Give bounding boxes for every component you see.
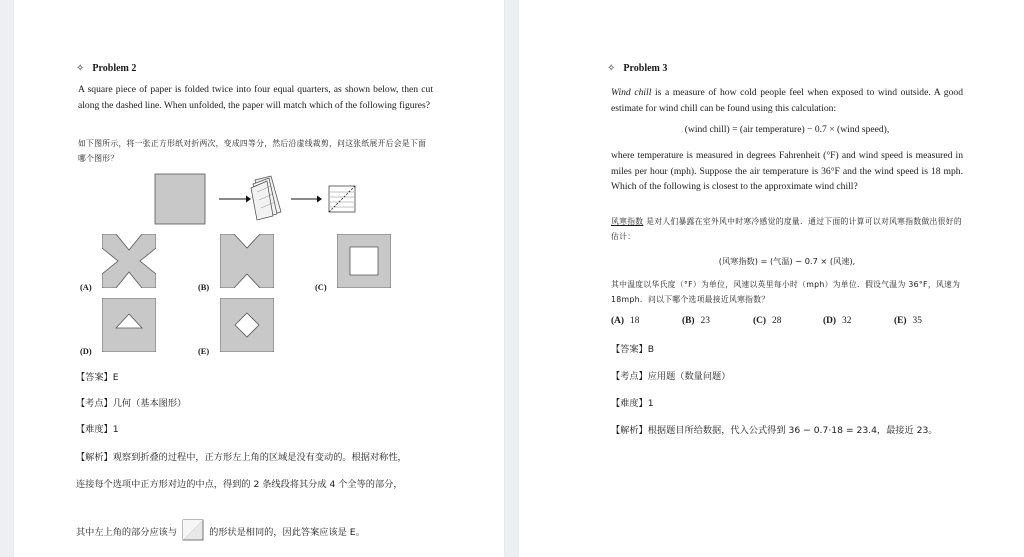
choice-e-label: (E) [894,316,907,326]
problem-2-analysis-line-1: 【解析】观察到折叠的过程中，正方形左上角的区域是没有变动的。根据对称性， [76,452,407,463]
intro-en-text: is a measure of how cold people feel when exposed to wind outside. A good estimate for wind chill can be found using this calculation: [611,87,963,114]
formula-zh: (风寒指数) = (气温) − 0.7 × (风速), [718,256,856,266]
choice-a [611,316,639,326]
option-a-label: (A) [80,283,92,292]
problem-2-title: Problem 2 [92,63,137,74]
term-wind-chill: Wind chill [611,87,652,98]
problem-3-body-zh: 其中温度以华氏度（°F）为单位，风速以英里每小时（mph）为单位．假设气温为 36°F，风速为 18mph．问以下哪个选项最接近风寒指数？ [611,280,961,304]
option-e-label: (E) [198,347,210,356]
option-d-figure [102,298,156,352]
intro-zh-text: 是对人们暴露在室外风中时寒冷感觉的度量．通过下面的计算可以对风寒指数做出很好的估计： [611,217,962,241]
choice-e [894,316,922,326]
folding-sequence-figure [149,172,364,228]
problem-2-text-en: A square piece of paper is folded twice into four equal quarters, as shown below, then cut along the dashed line. When unfolded, the paper will match which of the following figures? [78,84,433,111]
document-page-right [519,0,1024,557]
term-wind-chill-zh: 风寒指数 [611,217,644,226]
diamond-icon: ✧ [607,63,616,74]
problem-3-difficulty: 【难度】1 [611,398,654,409]
problem-3-body-en: where temperature is measured in degrees Fahrenheit (°F) and wind speed is measured in miles per hour (mph). Suppose the air temperature is 36°F and the wind speed is 18 mph. Which of the following is closest to the approximate wind chill? [611,150,963,193]
option-d-label: (D) [80,347,92,356]
choice-e-value: 35 [912,316,922,326]
problem-2-analysis-line-3 [76,519,365,544]
folded-quarter-icon [182,519,204,541]
choice-c-value: 28 [772,316,782,326]
problem-3-topic: 【考点】应用题（数量问题） [611,371,731,382]
problem-3-intro-zh [611,214,963,244]
option-c-figure [337,234,391,288]
problem-2-heading [76,63,136,74]
option-b-figure [220,234,274,288]
choice-b-value: 23 [700,316,710,326]
problem-2-topic: 【考点】几何（基本图形） [76,398,187,409]
problem-3-answer: 【答案】B [611,344,655,355]
problem-3-title: Problem 3 [623,63,668,74]
analysis-text-before: 其中左上角的部分应该与 [76,527,178,538]
problem-2-answer: 【答案】E [76,372,119,383]
choice-b [682,316,710,326]
choice-a-value: 18 [630,316,640,326]
choice-a-label: (A) [611,316,625,326]
formula-en: (wind chill) = (air temperature) − 0.7 × (wind speed), [684,124,890,135]
problem-3-analysis: 【解析】根据题目所给数据，代入公式得到 36 − 0.7·18 = 23.4，最接近 23。 [611,425,938,436]
option-b-label: (B) [198,283,210,292]
problem-3-heading [607,63,667,74]
choice-b-label: (B) [682,316,695,326]
option-a-figure [102,234,156,288]
analysis-text-after: 的形状是相同的，因此答案应该是 E。 [209,527,365,538]
problem-2-text-zh: 如下图所示，将一张正方形纸对折两次，变成四等分，然后沿虚线裁剪，问这张纸展开后会是下面哪个图形？ [78,139,427,163]
choice-c-label: (C) [753,316,767,326]
problem-3-intro-en [611,85,963,116]
diamond-icon: ✧ [76,63,85,74]
choice-d [823,316,851,326]
document-page-left [14,0,504,557]
choice-d-label: (D) [823,316,837,326]
choice-c [753,316,781,326]
option-e-figure [220,298,274,352]
option-c-label: (C) [315,283,327,292]
problem-2-analysis-line-2: 连接每个选项中正方形对边的中点，得到的 2 条线段将其分成 4 个全等的部分， [76,479,403,490]
problem-2-difficulty: 【难度】1 [76,424,119,435]
choice-d-value: 32 [842,316,852,326]
